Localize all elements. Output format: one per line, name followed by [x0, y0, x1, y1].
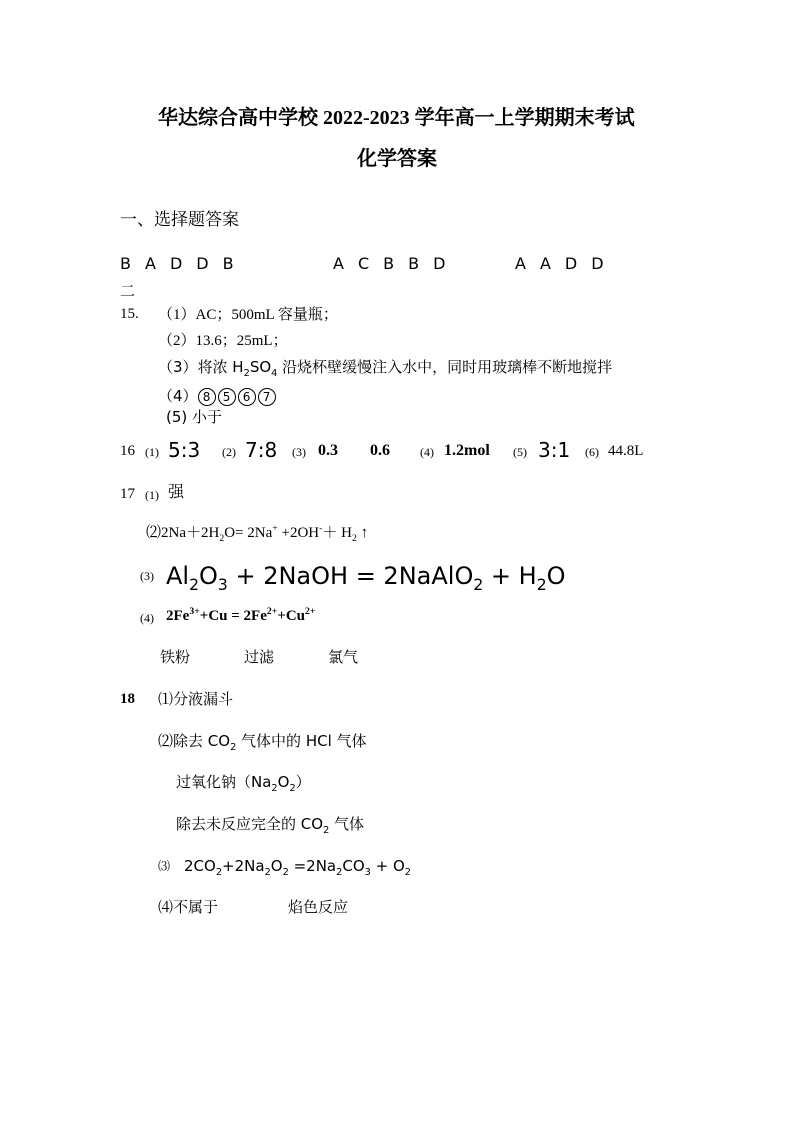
mc-answer: B: [120, 254, 131, 273]
q16-answer2: 7:8: [245, 438, 278, 462]
mc-answer: A: [333, 254, 344, 273]
q16-answer3a: 0.3: [318, 442, 338, 459]
q15-part2: （2）13.6；25mL；: [158, 333, 288, 349]
q18-line3: 过氧化钠$(Na_2O_2)$: [176, 773, 311, 794]
q18-line6a: ⑷不属于: [158, 898, 219, 916]
circled-number: 7: [258, 388, 276, 406]
page-title: 华达综合高中学校 2022-2023 学年高一上学期期末考试: [158, 107, 635, 129]
q16-label5: (5): [513, 445, 527, 459]
mc-answer: D: [196, 254, 209, 273]
circled-number: 6: [238, 388, 256, 406]
q16-label3: (3): [292, 445, 306, 459]
mc-answer: A: [539, 254, 551, 273]
q17-word2: 过滤: [244, 648, 275, 666]
q17-label4: (4): [140, 611, 154, 625]
q17-equation4: $2Fe^{3+}+Cu = 2Fe^{2+}+Cu^{2+}$: [166, 606, 316, 624]
q16-label2: (2): [222, 445, 236, 459]
q16-answer6: 44.8L: [608, 443, 644, 459]
mc-answer: B: [222, 254, 234, 273]
q16-label6: (6): [585, 445, 599, 459]
mc-answer: D: [564, 254, 578, 273]
mc-answers-group2: [333, 256, 459, 272]
mc-answer: B: [383, 254, 395, 273]
mc-answer: D: [433, 254, 446, 273]
section2-heading: 二: [120, 282, 136, 300]
q15-number: 15.: [120, 306, 139, 322]
q17-label1: (1): [145, 488, 159, 502]
q17-equation3: $Al_2O_3$ + 2NaOH = 2NaAlO$_2$ + $H_2O$: [166, 562, 566, 594]
q16-number: 16: [120, 443, 135, 459]
q16-answer3b: 0.6: [370, 442, 390, 459]
mc-answer: C: [357, 254, 370, 273]
q16-answer4: 1.2mol: [444, 442, 490, 459]
q16-label1: (1): [145, 445, 159, 459]
q17-word1: 铁粉: [160, 648, 191, 666]
q18-line1: ⑴分液漏斗: [158, 690, 234, 708]
q15-part4: （4） 8 5 6 7: [158, 388, 278, 406]
q17-answer1: 强: [168, 482, 185, 501]
mc-answer: A: [515, 254, 526, 273]
circled-number: 8: [198, 388, 216, 406]
mc-answer: B: [408, 254, 420, 273]
q17-equation2: $⑵2Na+2H_2O= 2Na^+ +2OH^-+ H_2$ ↑: [146, 523, 369, 544]
q18-number: 18: [120, 691, 135, 707]
q15-part1: （1）AC；500mL 容量瓶；: [158, 307, 338, 323]
page-subtitle: 化学答案: [357, 148, 437, 170]
q17-label3: (3): [140, 569, 154, 583]
circled-number: 5: [218, 388, 236, 406]
q17-number: 17: [120, 486, 135, 502]
q16-answer1: 5:3: [168, 438, 201, 462]
q18-equation5: $2CO_2+2Na_2O_2 =2Na_2CO_3 + O_2$: [184, 857, 411, 878]
q16-answer5: 3:1: [538, 438, 571, 462]
q15-part5: (5) 小于: [166, 408, 223, 426]
mc-answers-group1: [120, 256, 248, 272]
q18-line2: ⑵除去 $CO_2$ 气体中的 HCl 气体: [158, 732, 367, 753]
section1-heading: 一、选择题答案: [120, 210, 239, 230]
q16-label4: (4): [420, 445, 434, 459]
q18-label5: ⑶: [158, 859, 171, 873]
mc-answer: A: [144, 254, 156, 273]
q18-line6b: 焰色反应: [288, 898, 349, 916]
mc-answers-group3: [515, 256, 618, 272]
q15-part3: （3）将浓 $H_2SO_4$ 沿烧杯壁缓慢注入水中，同时用玻璃棒不断地搅拌: [158, 358, 613, 379]
mc-answer: D: [591, 254, 604, 273]
q18-line4: 除去未反应完全的 $CO_2$ 气体: [176, 815, 365, 836]
mc-answer: D: [169, 254, 183, 273]
q17-word3: 氯气: [328, 648, 359, 666]
